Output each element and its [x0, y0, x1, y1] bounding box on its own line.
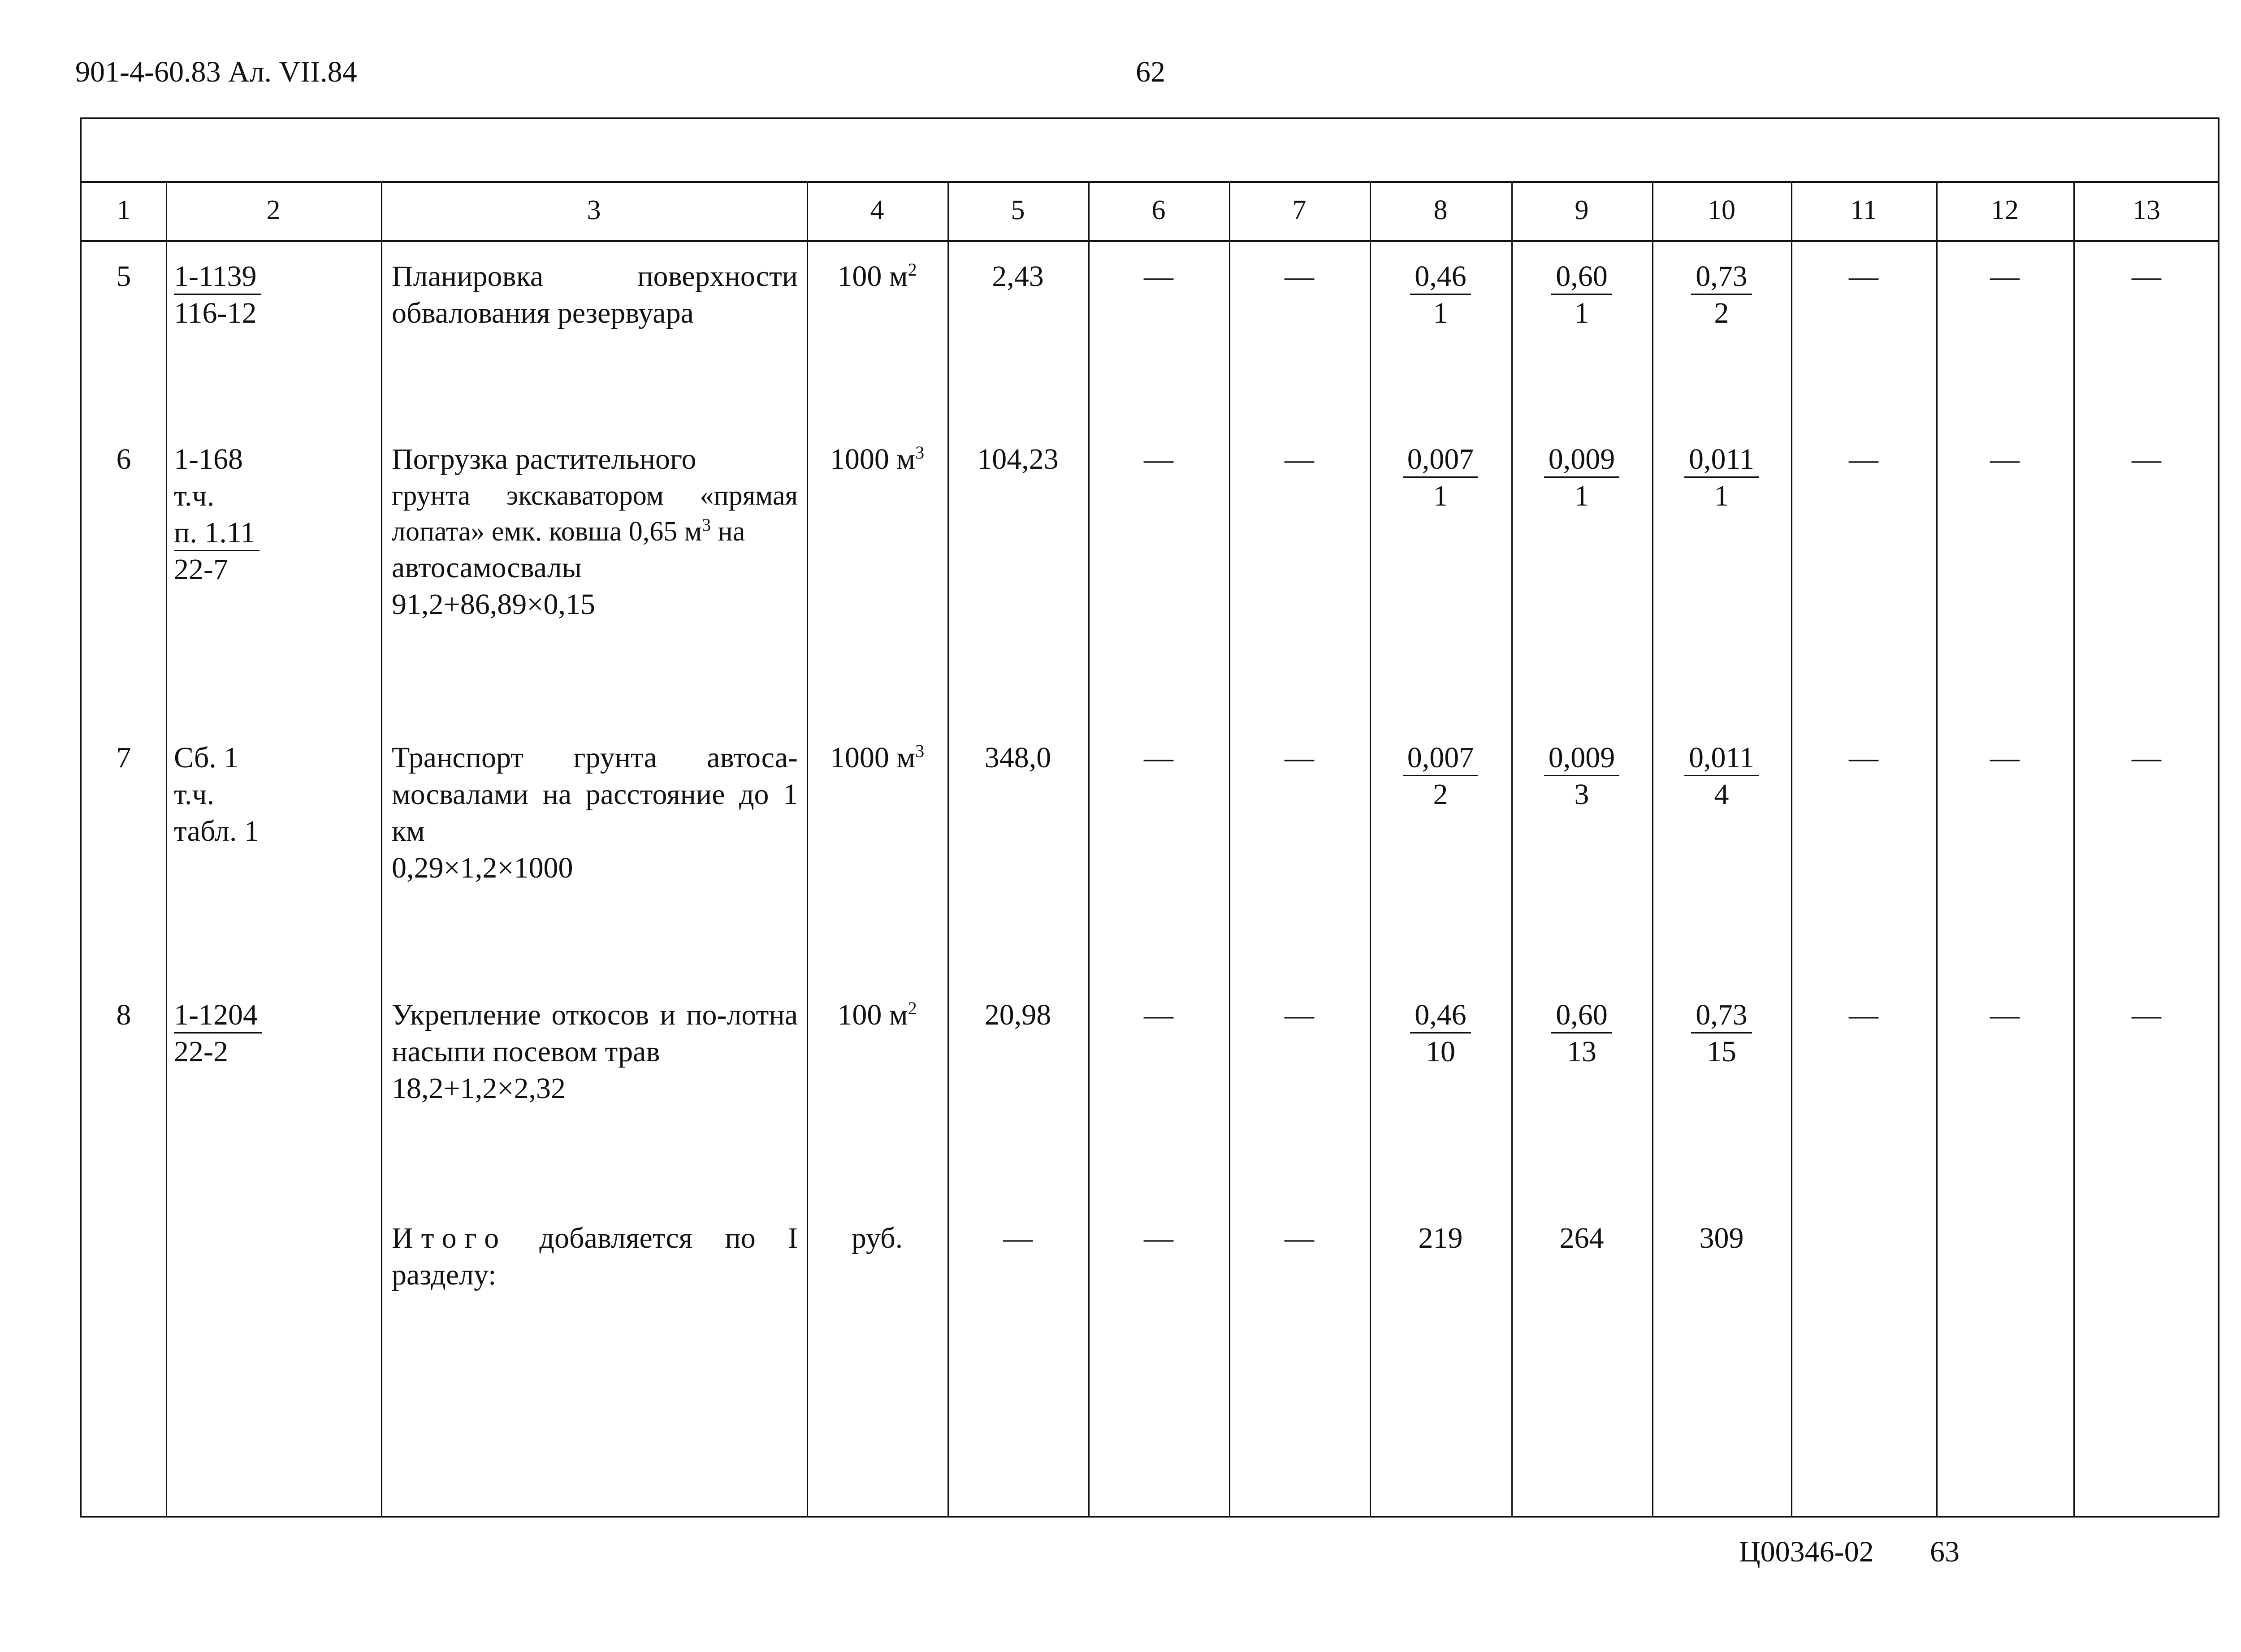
col11-value: — [1849, 260, 1878, 293]
col9-numerator: 0,009 [1544, 442, 1620, 478]
col8-denominator: 1 [1433, 297, 1448, 329]
col11-value: — [1849, 999, 1878, 1031]
norm-code [174, 441, 376, 588]
col7-value: — [1285, 260, 1314, 293]
description-formula: 91,2+86,89×0,15 [392, 588, 595, 621]
work-description: Планировка поверхности обвалования резервуара [392, 260, 798, 329]
work-description [392, 441, 798, 623]
grid-line [166, 181, 167, 1516]
unit [807, 997, 947, 1034]
unit [807, 740, 947, 776]
column-number: 11 [1850, 195, 1877, 225]
col6-value: — [1144, 741, 1173, 774]
norm-code [174, 740, 376, 850]
description-exponent: 3 [702, 515, 711, 535]
col12-value: — [1990, 443, 2020, 476]
col8-fraction [1370, 740, 1511, 813]
col10-fraction [1652, 740, 1791, 813]
grid-line [1229, 181, 1230, 1516]
unit-exponent: 2 [908, 998, 917, 1018]
quantity: 20,98 [984, 999, 1051, 1031]
col9-fraction [1511, 740, 1652, 813]
col9-numerator: 0,009 [1544, 741, 1620, 776]
norm-code-bottom: 116-12 [174, 297, 257, 329]
norm-code-top: 1-1204 [174, 998, 262, 1034]
col10-fraction [1652, 258, 1791, 332]
col12-value: — [1990, 260, 2020, 293]
col7-value: — [1285, 741, 1314, 774]
col10-numerator: 0,011 [1684, 442, 1759, 478]
unit-text: 1000 м [830, 443, 916, 476]
col6-value: — [1144, 999, 1173, 1031]
unit-text: 100 м [837, 999, 908, 1031]
total-label-rest: добавляется по I разделу: [392, 1222, 798, 1291]
col7-value: — [1285, 443, 1314, 476]
description-text: Укрепление откосов и по-лотна насыпи посевом трав [392, 999, 798, 1068]
unit-exponent: 3 [915, 442, 925, 463]
col10-fraction [1652, 441, 1791, 515]
col8-fraction [1370, 258, 1511, 332]
total-col8: 219 [1418, 1222, 1463, 1254]
footer-code: Ц00346-02 [1739, 1535, 1874, 1568]
col9-fraction [1511, 441, 1652, 515]
col9-denominator: 3 [1574, 778, 1589, 811]
norm-code-line: 1-168 [174, 443, 243, 476]
col9-denominator: 13 [1567, 1035, 1596, 1068]
total-label [392, 1220, 798, 1293]
footer-page-number: 63 [1930, 1535, 1960, 1568]
col10-denominator: 1 [1714, 480, 1729, 512]
col10-denominator: 15 [1707, 1035, 1736, 1068]
col13-value: — [2132, 741, 2161, 774]
unit-text: 100 м [837, 260, 908, 293]
description-line: автосамосвалы [392, 551, 582, 584]
description-detail-tail: на [711, 516, 745, 547]
col8-denominator: 10 [1426, 1035, 1455, 1068]
col13-value: — [2132, 999, 2161, 1031]
total-col9: 264 [1559, 1222, 1604, 1254]
col8-fraction [1370, 997, 1511, 1070]
col8-numerator: 0,46 [1410, 259, 1471, 295]
column-number: 8 [1433, 195, 1448, 225]
grid-line [381, 181, 382, 1516]
quantity: 104,23 [977, 443, 1059, 476]
col11-value: — [1849, 741, 1878, 774]
grid-line [807, 181, 808, 1516]
col8-numerator: 0,46 [1410, 998, 1471, 1034]
col13-value: — [2132, 260, 2161, 293]
col8-fraction [1370, 441, 1511, 515]
norm-code-line: табл. 1 [174, 815, 259, 848]
col6-value: — [1144, 443, 1173, 476]
total-label-spaced: Итого [392, 1222, 507, 1254]
norm-code [174, 997, 376, 1070]
norm-code-line: т.ч. [174, 480, 215, 512]
col9-numerator: 0,60 [1551, 998, 1612, 1034]
col12-value: — [1990, 999, 2020, 1031]
col9-fraction [1511, 997, 1652, 1070]
col8-numerator: 0,007 [1403, 741, 1479, 776]
col9-denominator: 1 [1574, 480, 1589, 512]
column-number: 4 [870, 195, 884, 225]
column-number: 1 [117, 195, 131, 225]
col9-denominator: 1 [1574, 297, 1589, 329]
unit-text: 1000 м [830, 741, 916, 774]
grid-line [1088, 181, 1090, 1516]
grid-line [1511, 181, 1513, 1516]
col9-numerator: 0,60 [1551, 259, 1612, 295]
column-number: 6 [1151, 195, 1166, 225]
column-number: 10 [1708, 195, 1735, 225]
quantity: 348,0 [984, 741, 1051, 774]
row-number: 8 [116, 999, 131, 1031]
total-col6: — [1144, 1222, 1173, 1254]
col10-fraction [1652, 997, 1791, 1070]
table-header-band [82, 119, 2218, 183]
col12-value: — [1990, 741, 2020, 774]
grid-line [1791, 181, 1792, 1516]
document-code: 901-4-60.83 Ал. VII.84 [75, 56, 357, 88]
unit-exponent: 2 [908, 259, 917, 280]
grid-line [2073, 181, 2075, 1516]
norm-code-top: 1-1139 [174, 259, 261, 295]
work-description [392, 740, 798, 887]
column-number: 2 [266, 195, 281, 225]
norm-code-bottom: 22-2 [174, 1035, 228, 1068]
col7-value: — [1285, 999, 1314, 1031]
unit-exponent: 3 [915, 741, 925, 761]
description-detail-text: грунта экскаватором «прямая лопата» емк. ковша 0,65 м [392, 480, 798, 547]
column-number: 9 [1575, 195, 1589, 225]
grid-line [1652, 181, 1653, 1516]
col9-fraction [1511, 258, 1652, 332]
page-number: 62 [1136, 56, 1165, 88]
column-number: 5 [1011, 195, 1025, 225]
total-col10: 309 [1699, 1222, 1744, 1254]
row-number: 6 [116, 443, 131, 476]
row-number: 7 [116, 741, 131, 774]
description-title: Погрузка растительного [392, 443, 697, 476]
unit [807, 441, 947, 478]
col10-denominator: 2 [1714, 297, 1729, 329]
estimate-table [80, 117, 2219, 1518]
description-text: Транспорт грунта автоса-мосвалами на расстояние до 1 км [392, 741, 798, 848]
description-formula: 0,29×1,2×1000 [392, 852, 573, 884]
col10-denominator: 4 [1714, 778, 1729, 811]
description-formula: 18,2+1,2×2,32 [392, 1072, 566, 1105]
quantity: 2,43 [992, 260, 1044, 293]
col10-numerator: 0,011 [1684, 741, 1759, 776]
col10-numerator: 0,73 [1691, 998, 1752, 1034]
description-detail [392, 478, 798, 549]
total-col5: — [1003, 1222, 1033, 1254]
unit [807, 258, 947, 295]
row-number: 5 [116, 260, 131, 293]
col10-numerator: 0,73 [1691, 259, 1752, 295]
norm-code-line: т.ч. [174, 778, 215, 811]
norm-code [174, 258, 376, 332]
norm-code-top: п. 1.11 [174, 516, 260, 551]
column-number: 3 [587, 195, 601, 225]
total-unit: руб. [851, 1222, 903, 1254]
work-description [392, 997, 798, 1107]
column-number: 12 [1991, 195, 2019, 225]
col8-numerator: 0,007 [1403, 442, 1479, 478]
grid-line [1370, 181, 1371, 1516]
grid-line [1936, 181, 1938, 1516]
column-number: 13 [2133, 195, 2160, 225]
col11-value: — [1849, 443, 1878, 476]
norm-code-bottom: 22-7 [174, 553, 228, 586]
col8-denominator: 2 [1433, 778, 1448, 811]
norm-code-line: Сб. 1 [174, 741, 239, 774]
col13-value: — [2132, 443, 2161, 476]
col6-value: — [1144, 260, 1173, 293]
col8-denominator: 1 [1433, 480, 1448, 512]
total-col7: — [1285, 1222, 1314, 1254]
column-number: 7 [1292, 195, 1307, 225]
grid-line [947, 181, 949, 1516]
